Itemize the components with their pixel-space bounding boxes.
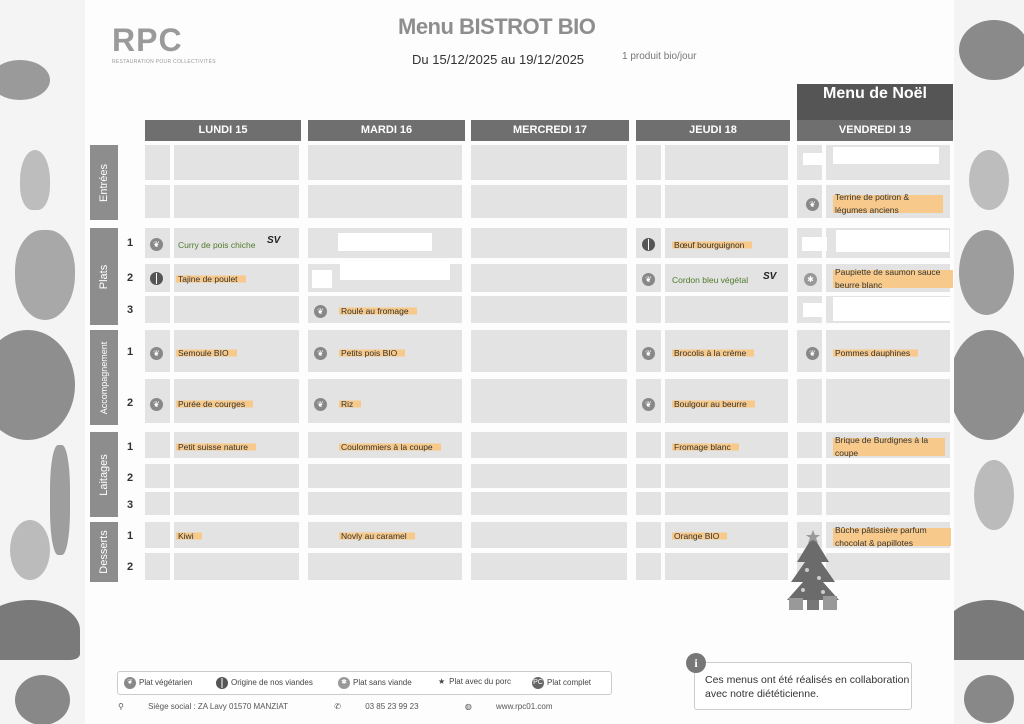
row-number: 2 <box>126 397 134 409</box>
handwritten-mark: SV <box>763 271 777 282</box>
dish-lundi-plat1: Curry de pois chiche <box>178 240 256 250</box>
bio-note: 1 produit bio/jour <box>622 51 697 62</box>
grid-cell <box>145 432 170 458</box>
grid-cell <box>665 145 788 180</box>
legend-porc <box>438 677 511 686</box>
grid-cell <box>145 464 170 488</box>
dish-mardi-dessert1: Novly au caramel <box>339 531 415 541</box>
grid-cell <box>471 185 627 218</box>
dish-vendredi-entree: Terrine de potiron & légumes anciens <box>833 191 943 217</box>
legend-sans-viande-label: Plat sans viande <box>353 678 412 688</box>
page-title: Menu BISTROT BIO <box>398 14 596 39</box>
dish-jeudi-dessert1: Orange BIO <box>672 531 727 541</box>
grid-cell <box>145 145 170 180</box>
blank-patch <box>338 233 432 251</box>
grid-cell <box>471 296 627 323</box>
grid-cell <box>145 185 170 218</box>
section-accompagnement-label: Accompagnement <box>99 341 109 414</box>
grid-cell <box>174 145 299 180</box>
day-header-wednesday: MERCREDI 17 <box>471 120 629 141</box>
grid-cell <box>471 553 627 580</box>
grid-cell <box>174 492 299 515</box>
dish-jeudi-acc2: Boulgour au beurre <box>672 399 755 409</box>
grid-cell <box>636 553 661 580</box>
dietitian-note-box <box>694 656 912 710</box>
dish-lundi-acc2: Purée de courges <box>176 399 253 409</box>
grid-cell <box>308 145 462 180</box>
section-laitages-label: Laitages <box>98 453 110 496</box>
row-number: 3 <box>126 304 134 316</box>
dish-mardi-lait1: Coulommiers à la coupe <box>339 442 441 452</box>
meat-origin-icon <box>642 238 655 251</box>
grid-cell <box>471 264 627 292</box>
day-header-monday: LUNDI 15 <box>145 120 301 141</box>
footer-address: Siège social : ZA Lavy 01570 MANZIAT <box>148 702 289 711</box>
grid-cell <box>636 296 661 323</box>
web-icon: ◍ <box>464 702 475 711</box>
grid-cell <box>636 492 661 515</box>
grid-cell <box>471 228 627 258</box>
dish-lundi-dessert1: Kiwi <box>176 531 202 541</box>
row-number: 1 <box>126 441 134 453</box>
grid-cell <box>174 464 299 488</box>
legend-vege <box>124 677 192 689</box>
grid-cell <box>308 553 462 580</box>
leaf-icon: ❦ <box>806 347 819 360</box>
grid-cell <box>665 185 788 218</box>
noel-banner <box>797 84 953 120</box>
footer-phone-item <box>334 702 440 711</box>
grid-cell <box>797 492 822 515</box>
legend-sans-viande <box>338 677 412 689</box>
day-header-friday: VENDREDI 19 <box>797 120 953 141</box>
grid-cell <box>636 145 661 180</box>
section-plats <box>90 228 118 325</box>
no-meat-icon: ✱ <box>338 677 350 689</box>
dish-lundi-lait1: Petit suisse nature <box>176 442 256 452</box>
christmas-tree-icon <box>785 530 841 612</box>
blank-patch <box>833 297 951 321</box>
grid-cell <box>826 379 950 423</box>
grid-cell <box>174 553 299 580</box>
grid-cell <box>471 492 627 515</box>
grid-cell <box>471 379 627 423</box>
day-header-tuesday: MARDI 16 <box>308 120 465 141</box>
dish-mardi-acc2: Riz <box>339 399 361 409</box>
grid-cell <box>636 522 661 548</box>
grid-cell <box>471 432 627 458</box>
grid-cell <box>145 296 170 323</box>
section-accompagnement <box>90 330 118 425</box>
grid-cell <box>174 296 299 323</box>
grid-cell <box>471 330 627 372</box>
leaf-icon: ❦ <box>314 347 327 360</box>
blank-patch <box>802 237 827 251</box>
grid-cell <box>636 185 661 218</box>
leaf-icon: ❦ <box>642 398 655 411</box>
dish-jeudi-lait1: Fromage blanc <box>672 442 739 452</box>
leaf-icon: ❦ <box>314 398 327 411</box>
grid-cell <box>665 553 788 580</box>
grid-cell <box>826 553 950 580</box>
blank-patch <box>803 153 825 165</box>
grid-cell <box>471 464 627 488</box>
leaf-icon: ❦ <box>150 398 163 411</box>
row-number: 2 <box>126 272 134 284</box>
leaf-icon: ❦ <box>642 273 655 286</box>
meat-origin-icon <box>216 677 228 689</box>
star-icon: ★ <box>438 677 446 686</box>
row-number: 3 <box>126 499 134 511</box>
legend-vege-label: Plat végétarien <box>139 678 193 688</box>
legend-origine-label: Origine de nos viandes <box>231 678 313 688</box>
section-entrees <box>90 145 118 220</box>
blank-patch <box>833 147 939 164</box>
day-header-thursday: JEUDI 18 <box>636 120 790 141</box>
grid-cell <box>471 145 627 180</box>
pc-icon: PC <box>532 677 544 689</box>
logo-text: RPC <box>112 22 183 58</box>
grid-cell <box>174 185 299 218</box>
decorative-border-right <box>954 0 1024 724</box>
leaf-icon: ❦ <box>314 305 327 318</box>
info-icon: i <box>686 653 706 673</box>
dish-vendredi-acc1: Pommes dauphines <box>833 348 918 358</box>
grid-cell <box>797 432 822 458</box>
grid-cell <box>145 553 170 580</box>
legend <box>117 671 612 695</box>
blank-patch <box>803 303 825 317</box>
legend-origine <box>216 677 313 689</box>
phone-icon: ✆ <box>334 702 344 711</box>
location-icon: ⚲ <box>118 702 127 711</box>
grid-cell <box>797 464 822 488</box>
footer-website-item[interactable] <box>465 702 575 711</box>
grid-cell <box>826 464 950 488</box>
grid-cell <box>636 464 661 488</box>
row-number: 2 <box>126 472 134 484</box>
no-meat-icon: ✱ <box>804 273 817 286</box>
legend-porc-label: Plat avec du porc <box>449 677 511 686</box>
section-desserts-label: Desserts <box>98 530 110 574</box>
grid-cell <box>665 464 788 488</box>
blank-patch <box>340 262 450 280</box>
leaf-icon: ❦ <box>150 238 163 251</box>
dish-vendredi-lait1: Brique de Burdignes à la coupe <box>833 434 945 460</box>
dish-jeudi-plat1: Bœuf bourguignon <box>672 240 752 250</box>
blank-patch <box>312 270 332 288</box>
footer <box>118 702 596 711</box>
leaf-icon: ❦ <box>642 347 655 360</box>
grid-cell <box>145 492 170 515</box>
meat-origin-icon <box>150 272 163 285</box>
grid-cell <box>826 492 950 515</box>
dish-lundi-acc1: Semoule BIO <box>176 348 237 358</box>
date-range: Du 15/12/2025 au 19/12/2025 <box>412 52 585 67</box>
footer-address-item <box>118 702 310 711</box>
grid-cell <box>308 464 462 488</box>
dish-mardi-acc1: Petits pois BIO <box>339 348 405 358</box>
grid-cell <box>308 492 462 515</box>
row-number: 2 <box>126 561 134 573</box>
grid-cell <box>308 379 462 423</box>
row-number: 1 <box>126 237 134 249</box>
section-entrees-label: Entrées <box>98 163 110 202</box>
grid-cell <box>636 432 661 458</box>
section-laitages <box>90 432 118 517</box>
logo-tagline: RESTAURATION POUR COLLECTIVITÉS <box>112 59 216 65</box>
dish-vendredi-dessert1: Bûche pâtissière parfum chocolat & papillotes <box>833 524 951 550</box>
section-plats-label: Plats <box>98 264 110 289</box>
handwritten-mark: SV <box>267 235 281 246</box>
dish-vendredi-plat2: Paupiette de saumon sauce beurre blanc <box>833 266 953 292</box>
footer-website[interactable]: www.rpc01.com <box>496 702 553 711</box>
leaf-icon: ❦ <box>124 677 136 689</box>
grid-cell <box>665 492 788 515</box>
noel-banner-text: Menu de Noël <box>822 85 927 102</box>
grid-cell <box>308 185 462 218</box>
leaf-icon: ❦ <box>806 198 819 211</box>
grid-cell <box>471 522 627 548</box>
section-desserts <box>90 522 118 582</box>
dish-lundi-plat2: Tajine de poulet <box>176 274 246 284</box>
grid-cell <box>145 522 170 548</box>
row-number: 1 <box>126 346 134 358</box>
blank-patch <box>836 230 949 252</box>
leaf-icon: ❦ <box>150 347 163 360</box>
dish-mardi-plat3: Roulé au fromage <box>339 306 417 316</box>
footer-phone: 03 85 23 99 23 <box>365 702 419 711</box>
legend-complet <box>532 677 591 689</box>
decorative-border-left <box>0 0 85 724</box>
grid-cell <box>797 379 822 423</box>
row-number: 1 <box>126 530 134 542</box>
dish-jeudi-plat2: Cordon bleu végétal <box>672 275 749 285</box>
dish-jeudi-acc1: Brocolis à la crème <box>672 348 754 358</box>
grid-cell <box>665 296 788 323</box>
rpc-logo <box>112 22 216 72</box>
legend-complet-label: Plat complet <box>547 678 592 688</box>
dietitian-note: Ces menus ont été réalisés en collaboration avec notre diététicienne. <box>705 674 910 700</box>
